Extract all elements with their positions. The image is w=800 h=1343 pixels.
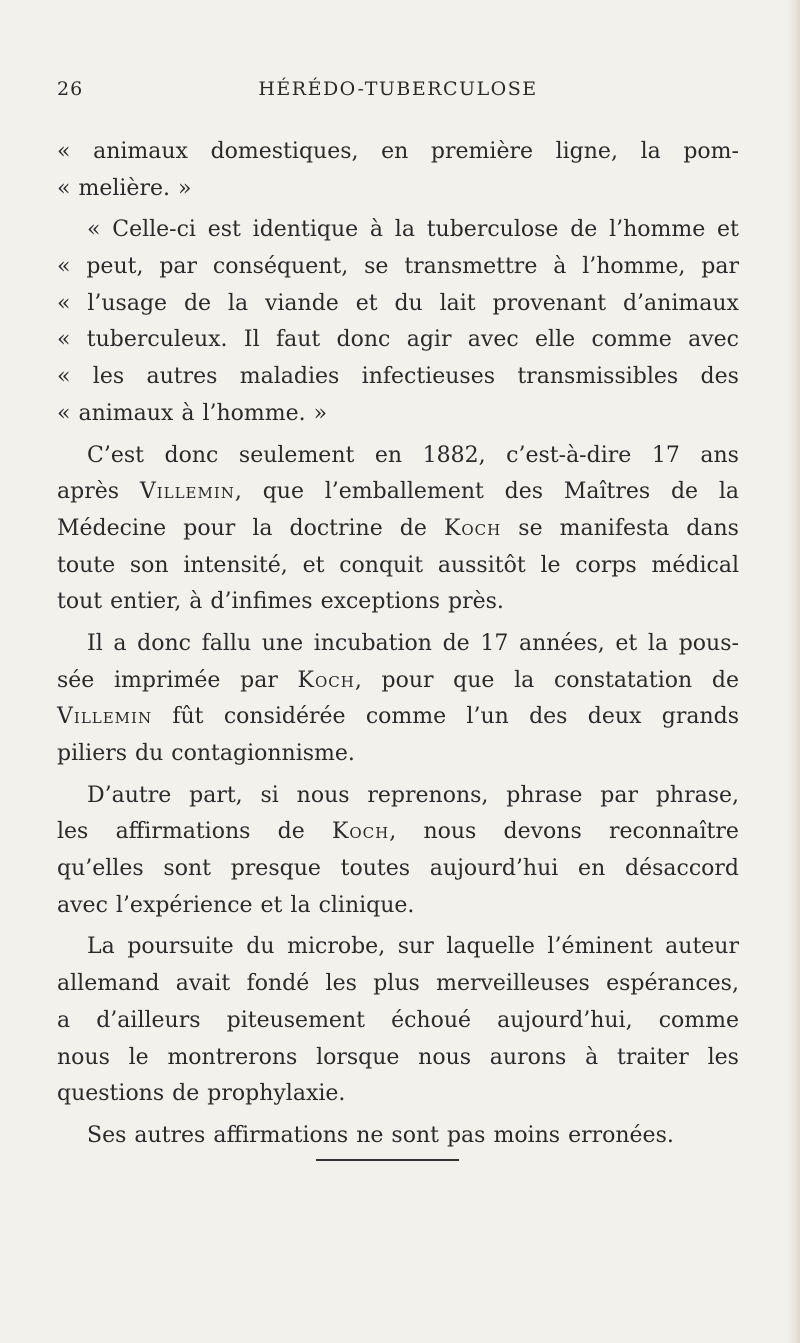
text-line: « animaux domestiques, en première ligne, la pom-	[57, 139, 739, 164]
text-line: « les autres maladies infectieuses transmissibles des	[57, 364, 739, 390]
text-line: a d’ailleurs piteusement échoué aujourd’hui, comme	[57, 1007, 739, 1033]
text-line: « Celle-ci est identique à la tuberculose de l’homme et	[87, 217, 739, 243]
text-line: « animaux à l’homme. »	[57, 400, 328, 426]
text-line: Médecine pour la doctrine de Koch se manifesta dans	[57, 515, 739, 541]
page-edge-shadow	[786, 0, 800, 1343]
text-line: La poursuite du microbe, sur laquelle l’éminent auteur	[87, 934, 739, 960]
text-line: qu’elles sont presque toutes aujourd’hui en désaccord	[57, 856, 739, 882]
text-line: « melière. »	[57, 175, 192, 201]
running-title: HÉRÉDO-TUBERCULOSE	[258, 78, 538, 100]
text-line: les affirmations de Koch, nous devons reconnaître	[57, 819, 739, 845]
text-line: Ses autres affirmations ne sont pas moins erronées.	[87, 1122, 674, 1148]
page-header	[57, 78, 739, 112]
text-line: questions de prophylaxie.	[57, 1081, 346, 1107]
section-end-rule	[316, 1159, 459, 1161]
book-page	[57, 78, 739, 1148]
text-line: piliers du contagionnisme.	[57, 741, 355, 766]
text-line: avec l’expérience et la clinique.	[57, 892, 415, 918]
text-line: C’est donc seulement en 1882, c’est-à-dire 17 ans	[87, 442, 739, 468]
text-line: après Villemin, que l’emballement des Maîtres de la	[57, 479, 739, 505]
text-line: allemand avait fondé les plus merveilleuses espérances,	[57, 971, 739, 997]
text-line: « peut, par conséquent, se transmettre à l’homme, par	[57, 254, 739, 280]
text-line: « tuberculeux. Il faut donc agir avec elle comme avec	[57, 327, 739, 353]
text-line: toute son intensité, et conquit aussitôt le corps médical	[57, 552, 739, 578]
page-number: 26	[57, 78, 84, 100]
text-line: Il a donc fallu une incubation de 17 années, et la pous-	[87, 630, 739, 656]
text-line: D’autre part, si nous reprenons, phrase par phrase,	[87, 782, 739, 808]
text-line: tout entier, à d’infimes exceptions près.	[57, 589, 504, 615]
text-line: « l’usage de la viande et du lait provenant d’animaux	[57, 290, 739, 316]
text-line: Villemin fût considérée comme l’un des deux grands	[57, 704, 739, 730]
page-body-text	[57, 134, 739, 1160]
text-line: nous le montrerons lorsque nous aurons à traiter les	[57, 1044, 739, 1070]
text-line: sée imprimée par Koch, pour que la constatation de	[57, 667, 739, 693]
